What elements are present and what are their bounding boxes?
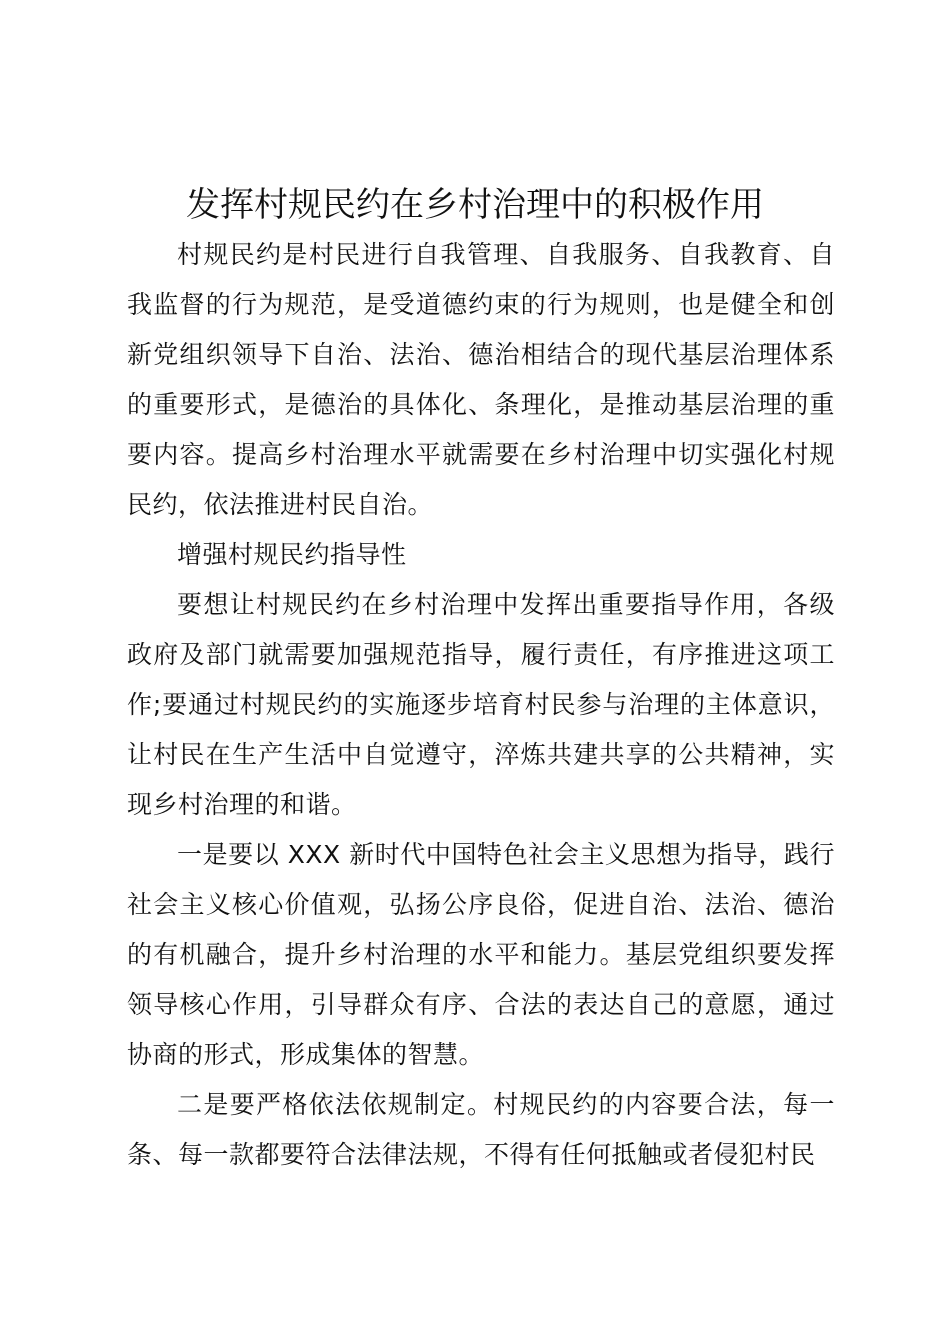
paragraph-intro: 村规民约是村民进行自我管理、自我服务、自我教育、自我监督的行为规范，是受道德约束的行为规则，也是健全和创新党组织领导下自治、法治、德治相结合的现代基层治理体系的重要形式，是德治的具体化、条理化，是推动基层治理的重要内容。提高乡村治理水平就需要在乡村治理中切实强化村规民约，依法推进村民自治。	[127, 240, 835, 519]
paragraph-guidance: 要想让村规民约在乡村治理中发挥出重要指导作用，各级政府及部门就需要加强规范指导，履行责任，有序推进这项工作;要通过村规民约的实施逐步培育村民参与治理的主体意识，让村民在生产生活中自觉遵守，淬炼共建共享的公共精神，实现乡村治理的和谐。	[127, 590, 835, 819]
document-title: 发挥村规民约在乡村治理中的积极作用	[186, 185, 764, 225]
document-body	[127, 230, 835, 1180]
paragraph-point-one: 一是要以 XXX 新时代中国特色社会主义思想为指导，践行社会主义核心价值观，弘扬公序良俗，促进自治、法治、德治的有机融合，提升乡村治理的水平和能力。基层党组织要发挥领导核心作用，引导群众有序、合法的表达自己的意愿，通过协商的形式，形成集体的智慧。	[127, 840, 835, 1069]
section-heading: 增强村规民约指导性	[177, 540, 407, 569]
paragraph-point-two: 二是要严格依法依规制定。村规民约的内容要合法，每一条、每一款都要符合法律法规，不得有任何抵触或者侵犯村民	[127, 1090, 835, 1169]
